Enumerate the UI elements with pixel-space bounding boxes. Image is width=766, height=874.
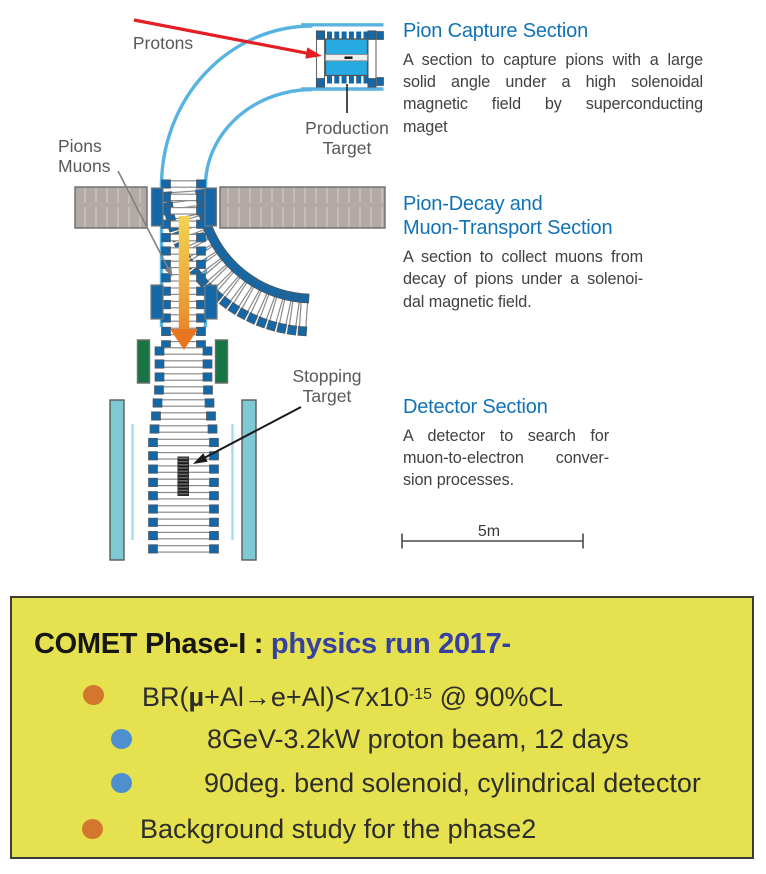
solenoid-rung [150, 425, 217, 433]
solenoid-rung [149, 518, 219, 526]
section-body-line: muon-to-electron conver- [403, 448, 609, 467]
solenoid-rung [149, 505, 219, 513]
section-body-line: A section to collect muons from [403, 248, 643, 266]
bullet-bend-solenoid: 90deg. bend solenoid, cylindrical detector [204, 768, 701, 798]
section-body-line: A section to capture pions with a large [403, 50, 703, 69]
stopping-target-label-1: Stopping [292, 366, 362, 386]
stopping-target [178, 457, 189, 496]
capture-cap [377, 78, 384, 86]
inner-bend-arc [206, 90, 313, 187]
muons-label: Muons [58, 156, 111, 176]
bullet-dot-blue [111, 729, 132, 749]
protons-label: Protons [132, 33, 194, 53]
detector-solenoid-coils [149, 347, 219, 553]
section-title: Pion Capture Section [403, 20, 589, 42]
section-body-line: magnetic field by superconducting [403, 95, 703, 114]
summary-box [10, 596, 754, 859]
section-body-line: solid angle under a high solenoidal [403, 72, 703, 91]
shield-bar-left [110, 400, 124, 560]
section-muon-transport [403, 193, 643, 313]
solenoid-rung [153, 399, 214, 407]
summary-title [34, 628, 511, 661]
pion-capture-assembly [317, 31, 384, 113]
scale-bar-label: 5m [477, 523, 501, 540]
coil-block [152, 188, 164, 226]
section-pion-capture [403, 20, 703, 138]
bullet-dot-orange [83, 685, 104, 705]
production-target-label-2: Target [322, 138, 372, 158]
coil-block [151, 285, 163, 319]
section-detector [403, 396, 609, 492]
coil-block [205, 285, 217, 319]
section-body-line: sion processes. [403, 471, 514, 490]
bullet-dot-orange [82, 819, 103, 839]
bullet-dot-blue [111, 773, 132, 793]
production-target-label-1: Production [305, 118, 389, 138]
capture-cap [317, 31, 325, 40]
solenoid-rung [162, 180, 206, 188]
collimator-left [138, 340, 150, 383]
section-title-line: Muon-Transport Section [403, 216, 613, 239]
solenoid-rung [149, 531, 219, 539]
capture-cap [368, 79, 376, 88]
solenoid-rung [149, 545, 219, 553]
capture-cap [377, 32, 384, 40]
solenoid-rung [155, 373, 212, 381]
production-target [345, 57, 353, 59]
solenoid-rung [155, 360, 212, 368]
shield-wall-right [220, 187, 385, 228]
solenoid-rung [149, 438, 219, 446]
stopping-target-label-2: Target [302, 386, 352, 406]
section-title-line: Pion-Decay and [403, 193, 543, 215]
capture-cap [317, 79, 325, 88]
shield-wall [75, 187, 385, 228]
bullet-background-study: Background study for the phase2 [140, 814, 537, 844]
solenoid-rung [162, 207, 206, 215]
bullet-proton-beam: 8GeV-3.2kW proton beam, 12 days [207, 724, 629, 754]
section-body-line: dal magnetic field. [403, 292, 532, 311]
capture-cap [368, 31, 376, 40]
bullet-br-limit: $BR(\mu+Al\to e+Al)<7x10^{-15}$ @ 90%CL [142, 682, 564, 712]
section-title: Detector Section [403, 396, 548, 418]
section-body-line: A detector to search for [403, 426, 609, 445]
solenoid-rung [152, 412, 216, 420]
section-body-line: decay of pions under a solenoi- [403, 270, 643, 289]
collimator-right [216, 340, 228, 383]
solenoid-rung [155, 386, 213, 394]
solenoid-rung [162, 193, 206, 201]
summary-title-black: COMET Phase-I : [34, 628, 271, 660]
pions-label: Pions [58, 136, 102, 156]
coil-block [205, 188, 217, 226]
summary-title-blue: physics run 2017- [270, 628, 511, 660]
section-body-line: maget [403, 117, 448, 136]
shield-bar-right [242, 400, 256, 560]
